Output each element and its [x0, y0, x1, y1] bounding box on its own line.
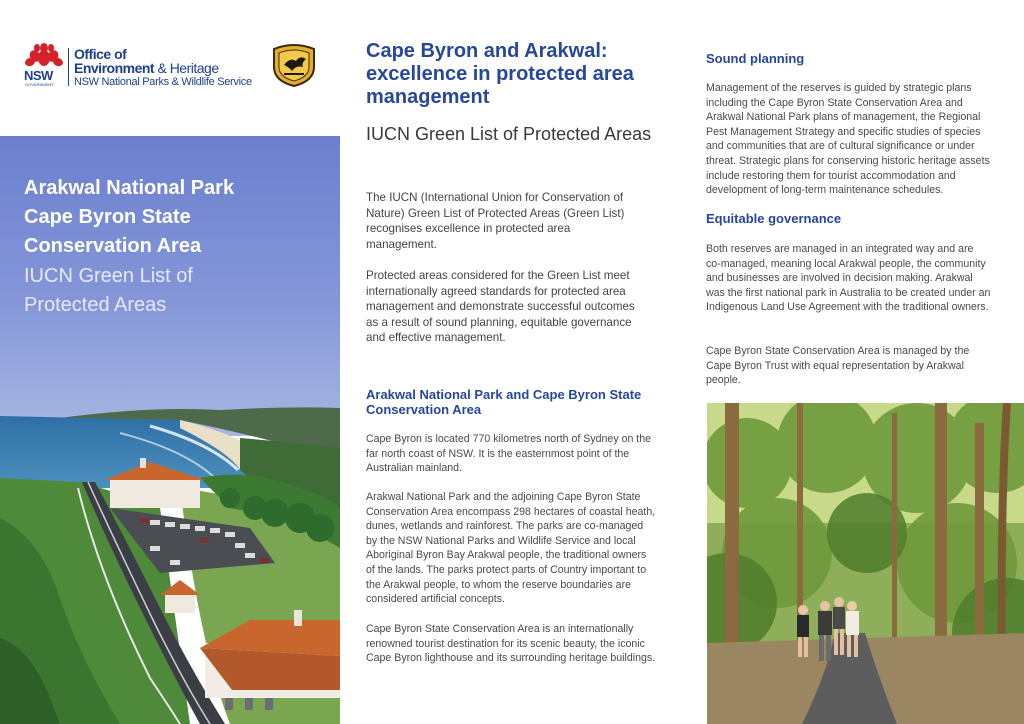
- tourism-paragraph: Cape Byron State Conservation Area is an internationally renowned tourist destination for its scenic beauty, the iconic Cape Byron lighthouse and its surrounding heritage buildings.: [366, 623, 656, 665]
- nsw-government-text: GOVERNMENT: [25, 82, 54, 87]
- cover-subtitle-line: Protected Areas: [24, 294, 167, 316]
- npws-emblem-icon: [270, 43, 318, 87]
- section-heading-arakwal: Arakwal National Park and Cape Byron State Conservation Area: [366, 387, 642, 417]
- cover-title-line: Cape Byron State: [24, 206, 191, 228]
- page-title: Cape Byron and Arakwal: excellence in protected area management: [366, 40, 634, 108]
- forest-walk-photo: [707, 403, 1024, 724]
- cover-panel: [0, 136, 340, 724]
- trust-paragraph: Cape Byron State Conservation Area is managed by the Cape Byron Trust with equal representation by Arakwal people.: [706, 345, 970, 387]
- oeh-name-bold: Environment: [74, 60, 155, 76]
- cape-byron-lighthouse-photo: [0, 398, 340, 724]
- cover-subtitle-line: IUCN Green List of: [24, 265, 193, 287]
- oeh-name-line2: [74, 60, 219, 76]
- page-subtitle: IUCN Green List of Protected Areas: [366, 124, 652, 144]
- oeh-name-rest: & Heritage: [154, 60, 219, 76]
- cover-title: [24, 174, 324, 261]
- criteria-paragraph: Protected areas considered for the Green List meet internationally agreed standards for protected area management and demonstrate successful outcomes as a result of sound planning, equitable governance and effective management.: [366, 269, 635, 345]
- npws-name: NSW National Parks & Wildlife Service: [74, 76, 252, 88]
- section-heading-sound-planning: Sound planning: [706, 51, 805, 66]
- cover-title-line: Conservation Area: [24, 235, 202, 257]
- parks-paragraph: Arakwal National Park and the adjoining Cape Byron State Conservation Area encompass 298 hectares of coastal heath, dunes, wetlands and rainforest. The parks are co-managed by the NSW National Parks and Wildlife Service and local Aboriginal Byron Bay Arakwal people, the traditional owners of the lands. The parks protect parts of Country important to the Arakwal people, to whom the reserve boundaries are considered artificial concepts.: [366, 491, 656, 606]
- intro-paragraph: The IUCN (International Union for Conservation of Nature) Green List of Protected Areas (Green List) recognises excellence in protected area management.: [366, 191, 625, 251]
- sound-planning-paragraph: Management of the reserves is guided by strategic plans including the Cape Byron State Conservation Area and Arakwal National Park plans of management, the Regional Pest Management Strategy and specific studies of species and communities that are of cultural significance or under threat. Strategic plans for conserving historic heritage assets include restoring them for tourist accommodation and development of long-term maintenance schedules.: [706, 82, 990, 197]
- location-paragraph: Cape Byron is located 770 kilometres north of Sydney on the far north coast of NSW. It is the easternmost point of the Australian mainland.: [366, 433, 652, 475]
- oeh-name-line1: Office of: [74, 46, 127, 62]
- cover-subtitle: [24, 262, 324, 320]
- cover-title-line: Arakwal National Park: [24, 177, 235, 199]
- section-heading-equitable-governance: Equitable governance: [706, 211, 842, 226]
- logo-divider: [68, 48, 69, 86]
- governance-paragraph: Both reserves are managed in an integrated way and are co-managed, meaning local Arakwal people, the community and businesses are involved in decision making. Arakwal was the first national park in Australia to be created under an Indigenous Land Use Agreement with the traditional owners.: [706, 243, 991, 314]
- nsw-logo-text: NSW: [24, 68, 53, 83]
